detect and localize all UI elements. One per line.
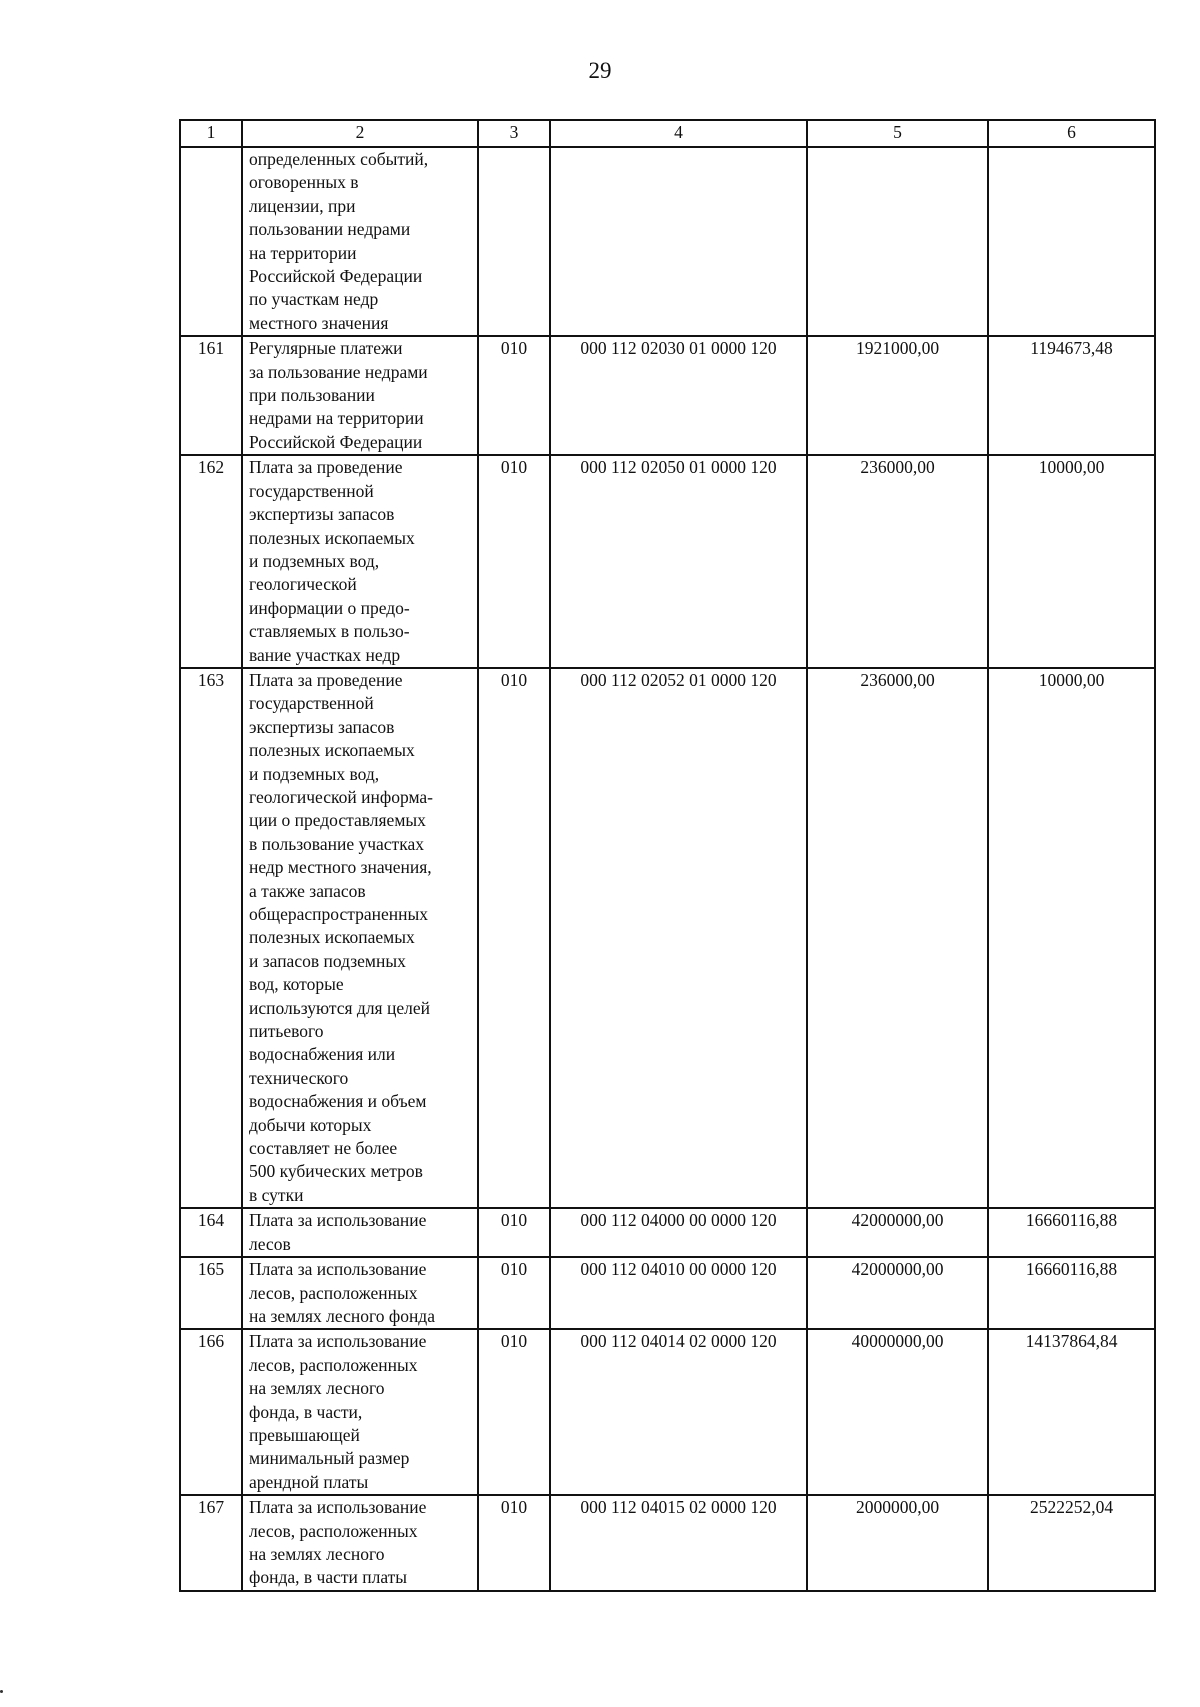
revenue-name: Плата за использование лесов, расположенных на землях лесного фонда, в части, превышающей минимальный размер арендной платы — [242, 1329, 478, 1495]
column-header-2: 2 — [242, 120, 478, 147]
budget-classification-code: 000 112 04015 02 0000 120 — [550, 1495, 807, 1591]
budget-classification-code: 000 112 04010 00 0000 120 — [550, 1257, 807, 1329]
row-number: 166 — [180, 1329, 242, 1495]
administrator-code — [478, 147, 550, 336]
row-number — [180, 147, 242, 336]
table-row — [180, 1495, 1155, 1591]
table-row — [180, 668, 1155, 1208]
revenue-name: Плата за использование лесов — [242, 1208, 478, 1257]
planned-amount: 2000000,00 — [807, 1495, 988, 1591]
administrator-code: 010 — [478, 336, 550, 455]
revenue-name: Плата за использование лесов, расположенных на землях лесного фонда, в части платы — [242, 1495, 478, 1591]
page-number: 29 — [588, 58, 612, 83]
administrator-code: 010 — [478, 1257, 550, 1329]
revenue-name: определенных событий, оговоренных в лицензии, при пользовании недрами на территории Российской Федерации по участкам недр местного значения — [242, 147, 478, 336]
column-number-header-row — [180, 120, 1155, 147]
planned-amount: 42000000,00 — [807, 1257, 988, 1329]
column-header-4: 4 — [550, 120, 807, 147]
planned-amount: 236000,00 — [807, 668, 988, 1208]
budget-revenue-table — [179, 119, 1156, 1592]
table-row — [180, 1208, 1155, 1257]
planned-amount — [807, 147, 988, 336]
actual-amount: 1194673,48 — [988, 336, 1155, 455]
administrator-code: 010 — [478, 455, 550, 668]
column-header-1: 1 — [180, 120, 242, 147]
budget-classification-code: 000 112 04014 02 0000 120 — [550, 1329, 807, 1495]
budget-classification-code: 000 112 02050 01 0000 120 — [550, 455, 807, 668]
budget-classification-code: 000 112 02030 01 0000 120 — [550, 336, 807, 455]
revenue-name: Регулярные платежи за пользование недрами при пользовании недрами на территории Российской Федерации — [242, 336, 478, 455]
actual-amount: 16660116,88 — [988, 1257, 1155, 1329]
administrator-code: 010 — [478, 668, 550, 1208]
table-row — [180, 147, 1155, 336]
actual-amount: 14137864,84 — [988, 1329, 1155, 1495]
row-number: 161 — [180, 336, 242, 455]
administrator-code: 010 — [478, 1329, 550, 1495]
row-number: 167 — [180, 1495, 242, 1591]
actual-amount: 16660116,88 — [988, 1208, 1155, 1257]
table-row — [180, 1329, 1155, 1495]
planned-amount: 40000000,00 — [807, 1329, 988, 1495]
actual-amount — [988, 147, 1155, 336]
budget-classification-code: 000 112 04000 00 0000 120 — [550, 1208, 807, 1257]
revenue-name: Плата за проведение государственной экспертизы запасов полезных ископаемых и подземных вод, геологической информации о предо- ставляемых в пользо- вание участках недр — [242, 455, 478, 668]
actual-amount: 10000,00 — [988, 668, 1155, 1208]
administrator-code: 010 — [478, 1208, 550, 1257]
budget-classification-code: 000 112 02052 01 0000 120 — [550, 668, 807, 1208]
row-number: 165 — [180, 1257, 242, 1329]
administrator-code: 010 — [478, 1495, 550, 1591]
planned-amount: 236000,00 — [807, 455, 988, 668]
revenue-name: Плата за использование лесов, расположенных на землях лесного фонда — [242, 1257, 478, 1329]
actual-amount: 2522252,04 — [988, 1495, 1155, 1591]
budget-classification-code — [550, 147, 807, 336]
planned-amount: 42000000,00 — [807, 1208, 988, 1257]
table-row — [180, 336, 1155, 455]
scan-speck — [0, 1690, 3, 1693]
column-header-6: 6 — [988, 120, 1155, 147]
table-row — [180, 1257, 1155, 1329]
row-number: 164 — [180, 1208, 242, 1257]
row-number: 163 — [180, 668, 242, 1208]
table-row — [180, 455, 1155, 668]
column-header-3: 3 — [478, 120, 550, 147]
planned-amount: 1921000,00 — [807, 336, 988, 455]
row-number: 162 — [180, 455, 242, 668]
revenue-name: Плата за проведение государственной экспертизы запасов полезных ископаемых и подземных вод, геологической информа- ции о предоставляемых в пользование участках недр местного значения, а также запасов общераспространенных полезных ископаемых и запасов подземных вод, которые используются для целей питьевого водоснабжения или технического водоснабжения и объем добычи которых составляет не более 500 кубических метров в сутки — [242, 668, 478, 1208]
actual-amount: 10000,00 — [988, 455, 1155, 668]
column-header-5: 5 — [807, 120, 988, 147]
